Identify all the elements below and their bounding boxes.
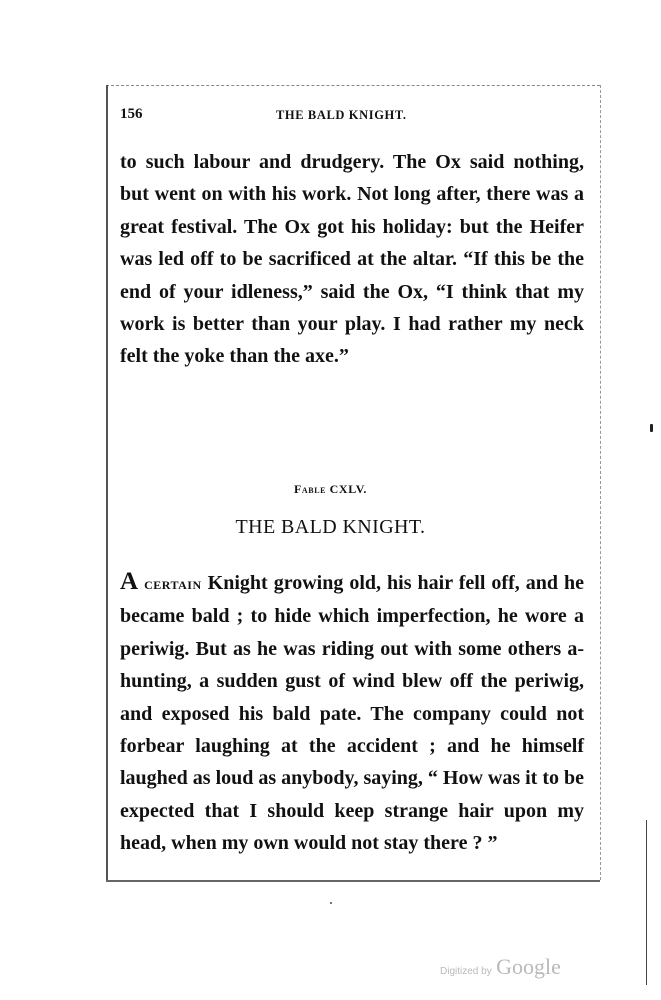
fable-title: THE BALD KNIGHT.: [235, 516, 426, 538]
fable-body-text: Knight growing old, his hair fell off, and he became bald ; to hide which imperfection, he wore a periwig. But as he was riding out with some others a-hunting, a sudden gust of wind blew off the periwig, and exposed his bald pate. The company could not forbear laughing at the accident ; and he himself laughed as loud as anybody, saying, “ How was it to be expected that I should keep strange hair upon my head, when my own would not stay there ? ”: [120, 572, 585, 855]
page-frame-bottom-rule: [106, 880, 600, 882]
google-logo: Google: [496, 954, 561, 979]
page-edge-line: [646, 820, 647, 985]
watermark-prefix: Digitized by: [440, 966, 492, 977]
body-paragraph-continued: to such labour and drudgery. The Ox said nothing, but went on with his work. Not long after, there was a great festival. The Ox got his holiday: but the Heifer was led off to be sacrificed at the altar. “If this be the end of your idleness,” said the Ox, “I think that my work is better than your play. I had rather my neck felt the yoke than the axe.”: [120, 151, 584, 368]
scan-speck: [330, 902, 332, 904]
page-edge-mark: [650, 424, 653, 432]
page-frame-top-rule: [106, 85, 600, 86]
lead-word: certain: [144, 574, 202, 593]
fable-number: Fable CXLV.: [293, 482, 368, 496]
drop-initial: A: [120, 568, 139, 595]
page-number: 156: [120, 106, 143, 122]
digitized-watermark: [440, 954, 561, 980]
running-head: THE BALD KNIGHT.: [276, 108, 407, 122]
fable-body-paragraph: [120, 566, 584, 860]
